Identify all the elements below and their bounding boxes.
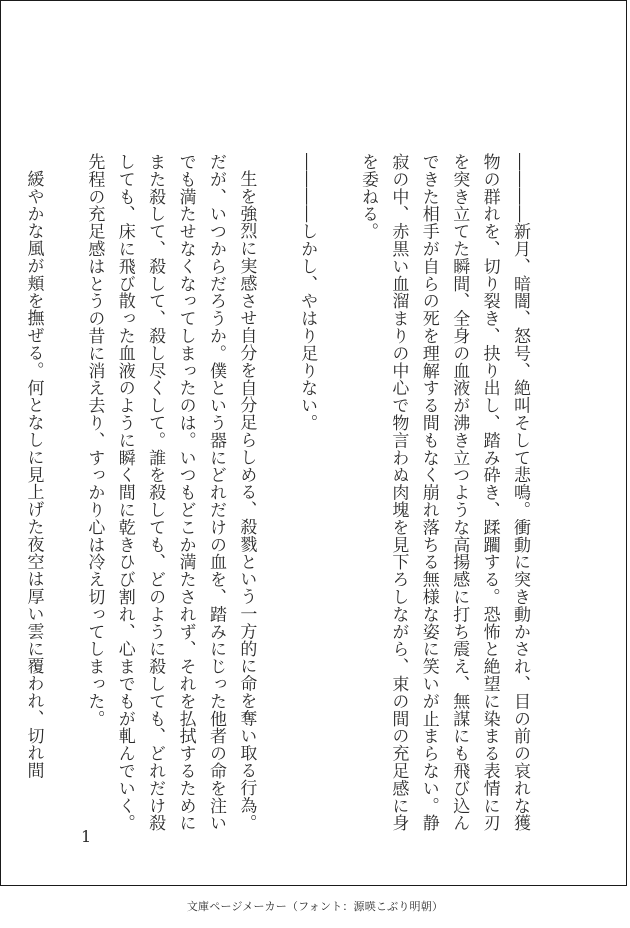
blank-line <box>261 153 291 170</box>
paragraph-opening: ――――新月、暗闇、怒号、絶叫そして悲鳴。衝動に突き動かされ、目の前の哀れな獲物の群れを、切り裂き、抉り出し、踏み砕き、蹂躙する。恐怖と絶望に染まる表情に刃を突き立てた瞬間、全身の血液が沸き立つような高揚感に打ち震え、無謀にも飛び込んできた相手が自らの死を理解する間もなく崩れ落ちる無様な姿に笑いが止まらない。静寂の中、赤黒い血溜まりの中心で物言わぬ肉塊を見下ろしながら、束の間の充足感に身を委ねる。 <box>357 153 530 832</box>
paragraph-however: ――――しかし、やはり足りない。 <box>297 153 318 432</box>
footer-caption: 文庫ページメーカー（フォント：源暎こぶり明朝） <box>186 900 444 913</box>
page-number: 1 <box>81 827 92 846</box>
vertical-text-body <box>23 153 535 843</box>
paragraph-reflection: 生を強烈に実感させ自分を自分足らしめる、殺戮という一方的に命を奪い取る行為。だが、いつからだろうか。僕という器にどれだけの血を、踏みにじった他者の命を注いでも満たせなくなってしまったのは。いつもどこか満たされず、それを払拭するためにまた殺して、殺して、殺し尽くして。誰を殺しても、どのように殺しても、どれだけ殺しても、床に飛び散った血液のように瞬く間に乾きひび割れ、心までもが軋んでいく。先程の充足感はとうの昔に消え去り、すっかり心は冷え切ってしまった。 <box>84 153 257 832</box>
blank-line <box>322 153 352 170</box>
blank-line <box>49 153 79 170</box>
paragraph-closing: 緩やかな風が頬を撫ぜる。何となしに見上げた夜空は厚い雲に覆われ、切れ間 <box>23 170 44 779</box>
